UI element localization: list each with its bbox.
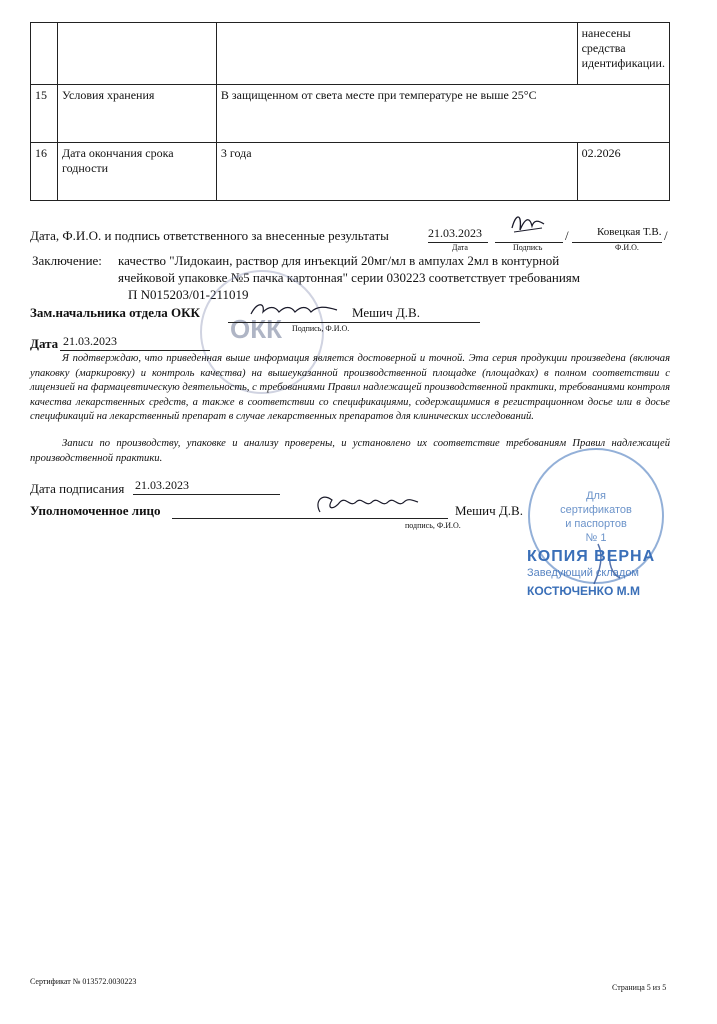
conclusion-line-3: П N015203/01-211019 <box>128 287 249 302</box>
caption-date: Дата <box>452 243 468 252</box>
footer-certificate: Сертификат № 013572.0030223 <box>30 977 137 986</box>
responsible-date: 21.03.2023 <box>428 226 482 240</box>
deputy-name: Мешич Д.В. <box>352 305 420 320</box>
characteristics-table <box>30 22 670 201</box>
conclusion-line-2: ячейковой упаковке №5 пачка картонная" серии 030223 соответствует требованиям <box>118 270 580 285</box>
stamp-line-4: № 1 <box>585 532 607 544</box>
statement-paragraph-2: Записи по производству, упаковке и анализу проверены, и установлено их соответствие требованиям Правил надлежащей производственной практики. <box>30 438 670 464</box>
authorized-signature-icon <box>312 490 422 522</box>
date-value: 21.03.2023 <box>63 334 117 348</box>
authorized-name: Мешич Д.В. <box>455 503 523 518</box>
row-value: В защищенном от света месте при температуре не выше 25°C <box>216 85 669 143</box>
table-row <box>31 85 670 143</box>
stamp-line-2: сертификатов <box>560 504 632 516</box>
row-result: нанесены средства идентификации. <box>577 23 669 85</box>
slash-2: / <box>664 228 668 243</box>
row-number <box>31 23 58 85</box>
responsible-signature-icon <box>508 208 548 242</box>
caption-fio: Ф.И.О. <box>615 243 639 252</box>
row-name <box>57 23 216 85</box>
row-result: 02.2026 <box>577 143 669 201</box>
table-row <box>31 143 670 201</box>
row-number: 16 <box>31 143 58 201</box>
signing-label: Дата подписания <box>30 481 125 496</box>
authorized-caption: подпись, Ф.И.О. <box>405 521 461 530</box>
table-row <box>31 23 670 85</box>
deputy-caption: Подпись, Ф.И.О. <box>292 324 350 333</box>
row-name: Условия хранения <box>57 85 216 143</box>
copy-verified-text: КОПИЯ ВЕРНА <box>527 548 656 565</box>
signing-date: 21.03.2023 <box>135 478 189 492</box>
row-number: 15 <box>31 85 58 143</box>
footer-page: Страница 5 из 5 <box>612 983 667 992</box>
warehouse-head-name: КОСТЮЧЕНКО М.М <box>527 584 640 598</box>
conclusion-label: Заключение: <box>32 253 102 268</box>
deputy-signature-icon <box>245 298 345 324</box>
statement-paragraph-1: Я подтверждаю, что приведенная выше информация является достоверной и точной. Эта серия продукции произведена (включая упаковку (маркировку) и контроль качества) на вышеуказанной производственной площадке (площадках) в полном соответствии с лицензией на фармацевтическую деятельность, с требованиями Правил надлежащей производственной практики, требованиями контроля качества лекарственных средств, а также в соответствии со спецификациями, содержащимися в регистрационном досье или в досье спецификаций на лекарственный препарат в случае лекарственных препаратов для клинических исследований. <box>30 353 670 423</box>
okk-stamp-text: ОКК <box>230 314 282 344</box>
conclusion-line-1: качество "Лидокаин, раствор для инъекций 20мг/мл в ампулах 2мл в контурной <box>118 253 560 268</box>
slash-1: / <box>565 228 569 243</box>
row-value: 3 года <box>216 143 577 201</box>
stamp-line-1: Для <box>586 490 606 502</box>
authorized-label: Уполномоченное лицо <box>30 503 161 518</box>
responsible-label: Дата, Ф.И.О. и подпись ответственного за внесенные результаты <box>30 228 389 243</box>
row-name: Дата окончания срока годности <box>57 143 216 201</box>
date-label: Дата <box>30 336 59 351</box>
caption-sign: Подпись <box>513 243 543 252</box>
stamp-line-3: и паспортов <box>565 518 627 530</box>
deputy-label: Зам.начальника отдела ОКК <box>30 305 200 320</box>
warehouse-head-text: Заведующий складом <box>527 567 639 579</box>
row-value <box>216 23 577 85</box>
responsible-name: Ковецкая Т.В. <box>597 226 662 238</box>
